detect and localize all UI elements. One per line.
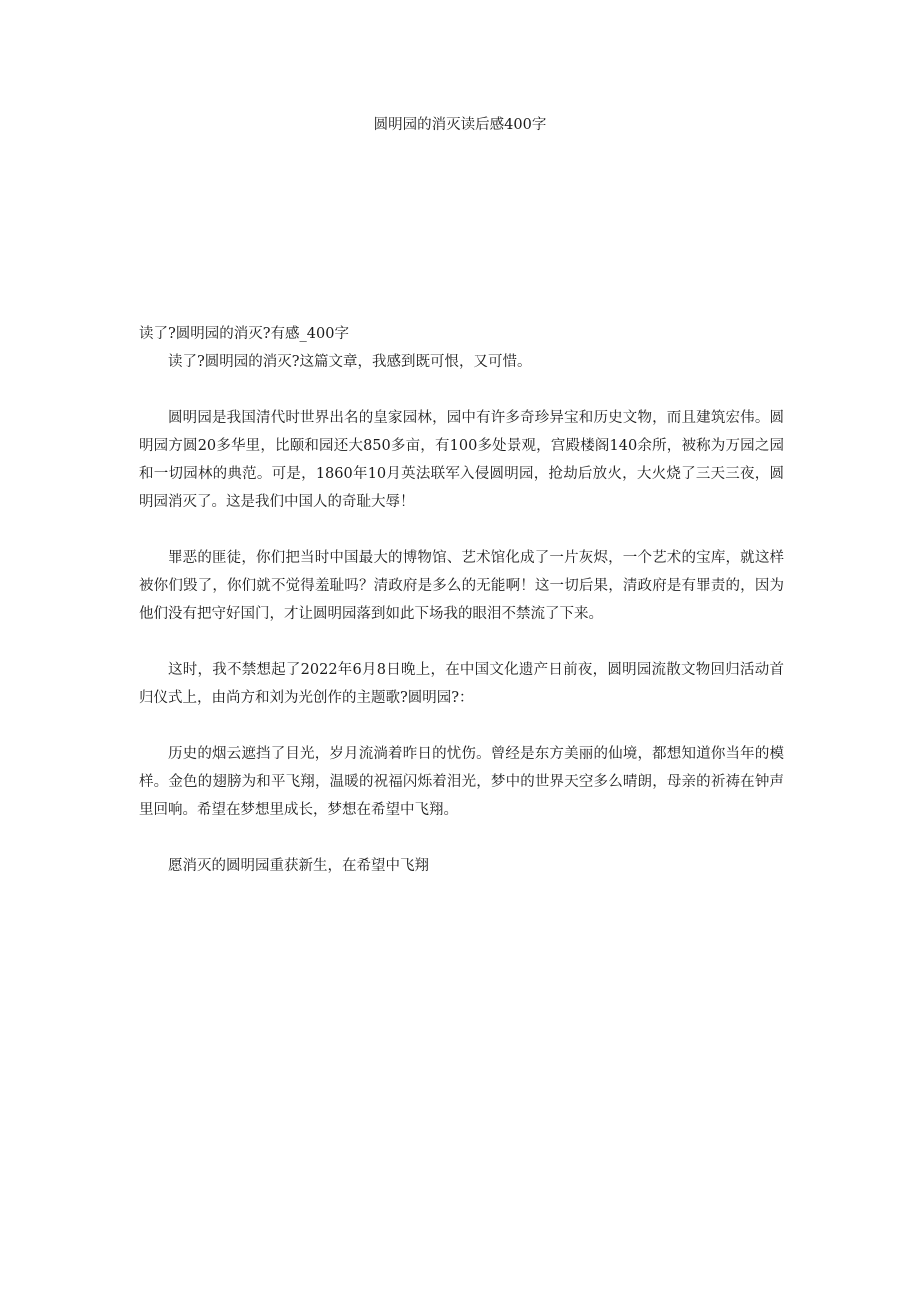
document-title: 圆明园的消灭读后感400字 [373, 117, 547, 133]
paragraph-intro: 读了?圆明园的消灭?这篇文章，我感到既可恨，又可惜。 [168, 354, 532, 370]
paragraph-closing: 愿消灭的圆明园重获新生，在希望中飞翔 [168, 858, 429, 874]
document-subtitle: 读了?圆明园的消灭?有感_400字 [139, 326, 349, 342]
paragraph-lyrics: 历史的烟云遮挡了目光，岁月流淌着昨日的忧伤。曾经是东方美丽的仙境，都想知道你当年的模样。金色的翅膀为和平飞翔，温暖的祝福闪烁着泪光，梦中的世界天空多么晴朗，母亲的祈祷在钟声里回响。希望在梦想里成长，梦想在希望中飞翔。 [139, 746, 784, 818]
paragraph-history: 圆明园是我国清代时世界出名的皇家园林，园中有许多奇珍异宝和历史文物，而且建筑宏伟。圆明园方圆20多华里，比颐和园还大850多亩，有100多处景观，宫殿楼阁140余所，被称为万园之园和一切园林的典范。可是，1860年10月英法联军入侵圆明园，抢劫后放火，大火烧了三天三夜，圆明园消灭了。这是我们中国人的奇耻大辱！ [139, 410, 784, 510]
document-body [139, 320, 784, 880]
paragraph-memory: 这时，我不禁想起了2022年6月8日晚上，在中国文化遗产日前夜，圆明园流散文物回归活动首归仪式上，由尚方和刘为光创作的主题歌?圆明园?： [139, 662, 784, 706]
paragraph-condemnation: 罪恶的匪徒，你们把当时中国最大的博物馆、艺术馆化成了一片灰烬，一个艺术的宝库，就这样被你们毁了，你们就不觉得羞耻吗？清政府是多么的无能啊！这一切后果，清政府是有罪责的，因为他们没有把守好国门，才让圆明园落到如此下场我的眼泪不禁流了下来。 [139, 550, 784, 622]
